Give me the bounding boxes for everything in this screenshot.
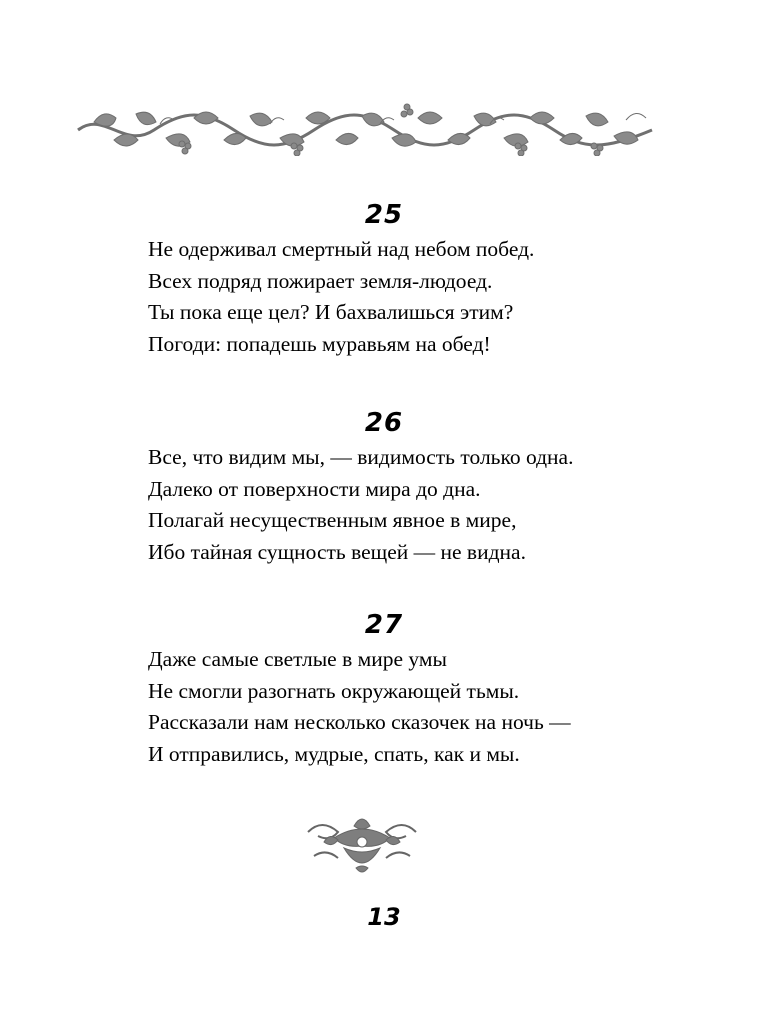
verse-line: Далеко от поверхности мира до дна. [148, 476, 481, 501]
verse-line: Ты пока еще цел? И бахвалишься этим? [148, 300, 514, 324]
verse-line: Не смогли разогнать окружающей тьмы. [148, 678, 520, 703]
verse-line: Полагай несущественным явное в мире, [148, 508, 517, 532]
verse-number: 25 [364, 200, 404, 230]
verse-line: Всех подряд пожирает земля-людоед. [148, 268, 493, 293]
page-number: 13 [367, 903, 401, 931]
verse-lines [148, 644, 668, 770]
verse-25 [148, 200, 668, 360]
verse-27 [148, 610, 668, 770]
verse-line: И отправились, мудрые, спать, как и мы. [148, 741, 520, 766]
verse-line: Ибо тайная сущность вещей — не видна. [148, 539, 526, 564]
verse-line: Все, что видим мы, — видимость только одна. [148, 445, 574, 469]
floral-vignette-ornament [304, 812, 420, 876]
verse-lines [148, 234, 668, 360]
verse-line: Даже самые светлые в мире умы [148, 647, 447, 671]
verse-lines [148, 442, 668, 568]
verse-26 [148, 408, 668, 568]
verse-line: Рассказали нам несколько сказочек на ночь — [148, 710, 571, 734]
verse-number: 27 [364, 610, 404, 640]
vine-border-ornament [74, 100, 656, 156]
verse-line: Не одерживал смертный над небом побед. [148, 237, 535, 261]
verse-line: Погоди: попадешь муравьям на обед! [148, 331, 491, 356]
verse-number: 26 [364, 408, 404, 438]
